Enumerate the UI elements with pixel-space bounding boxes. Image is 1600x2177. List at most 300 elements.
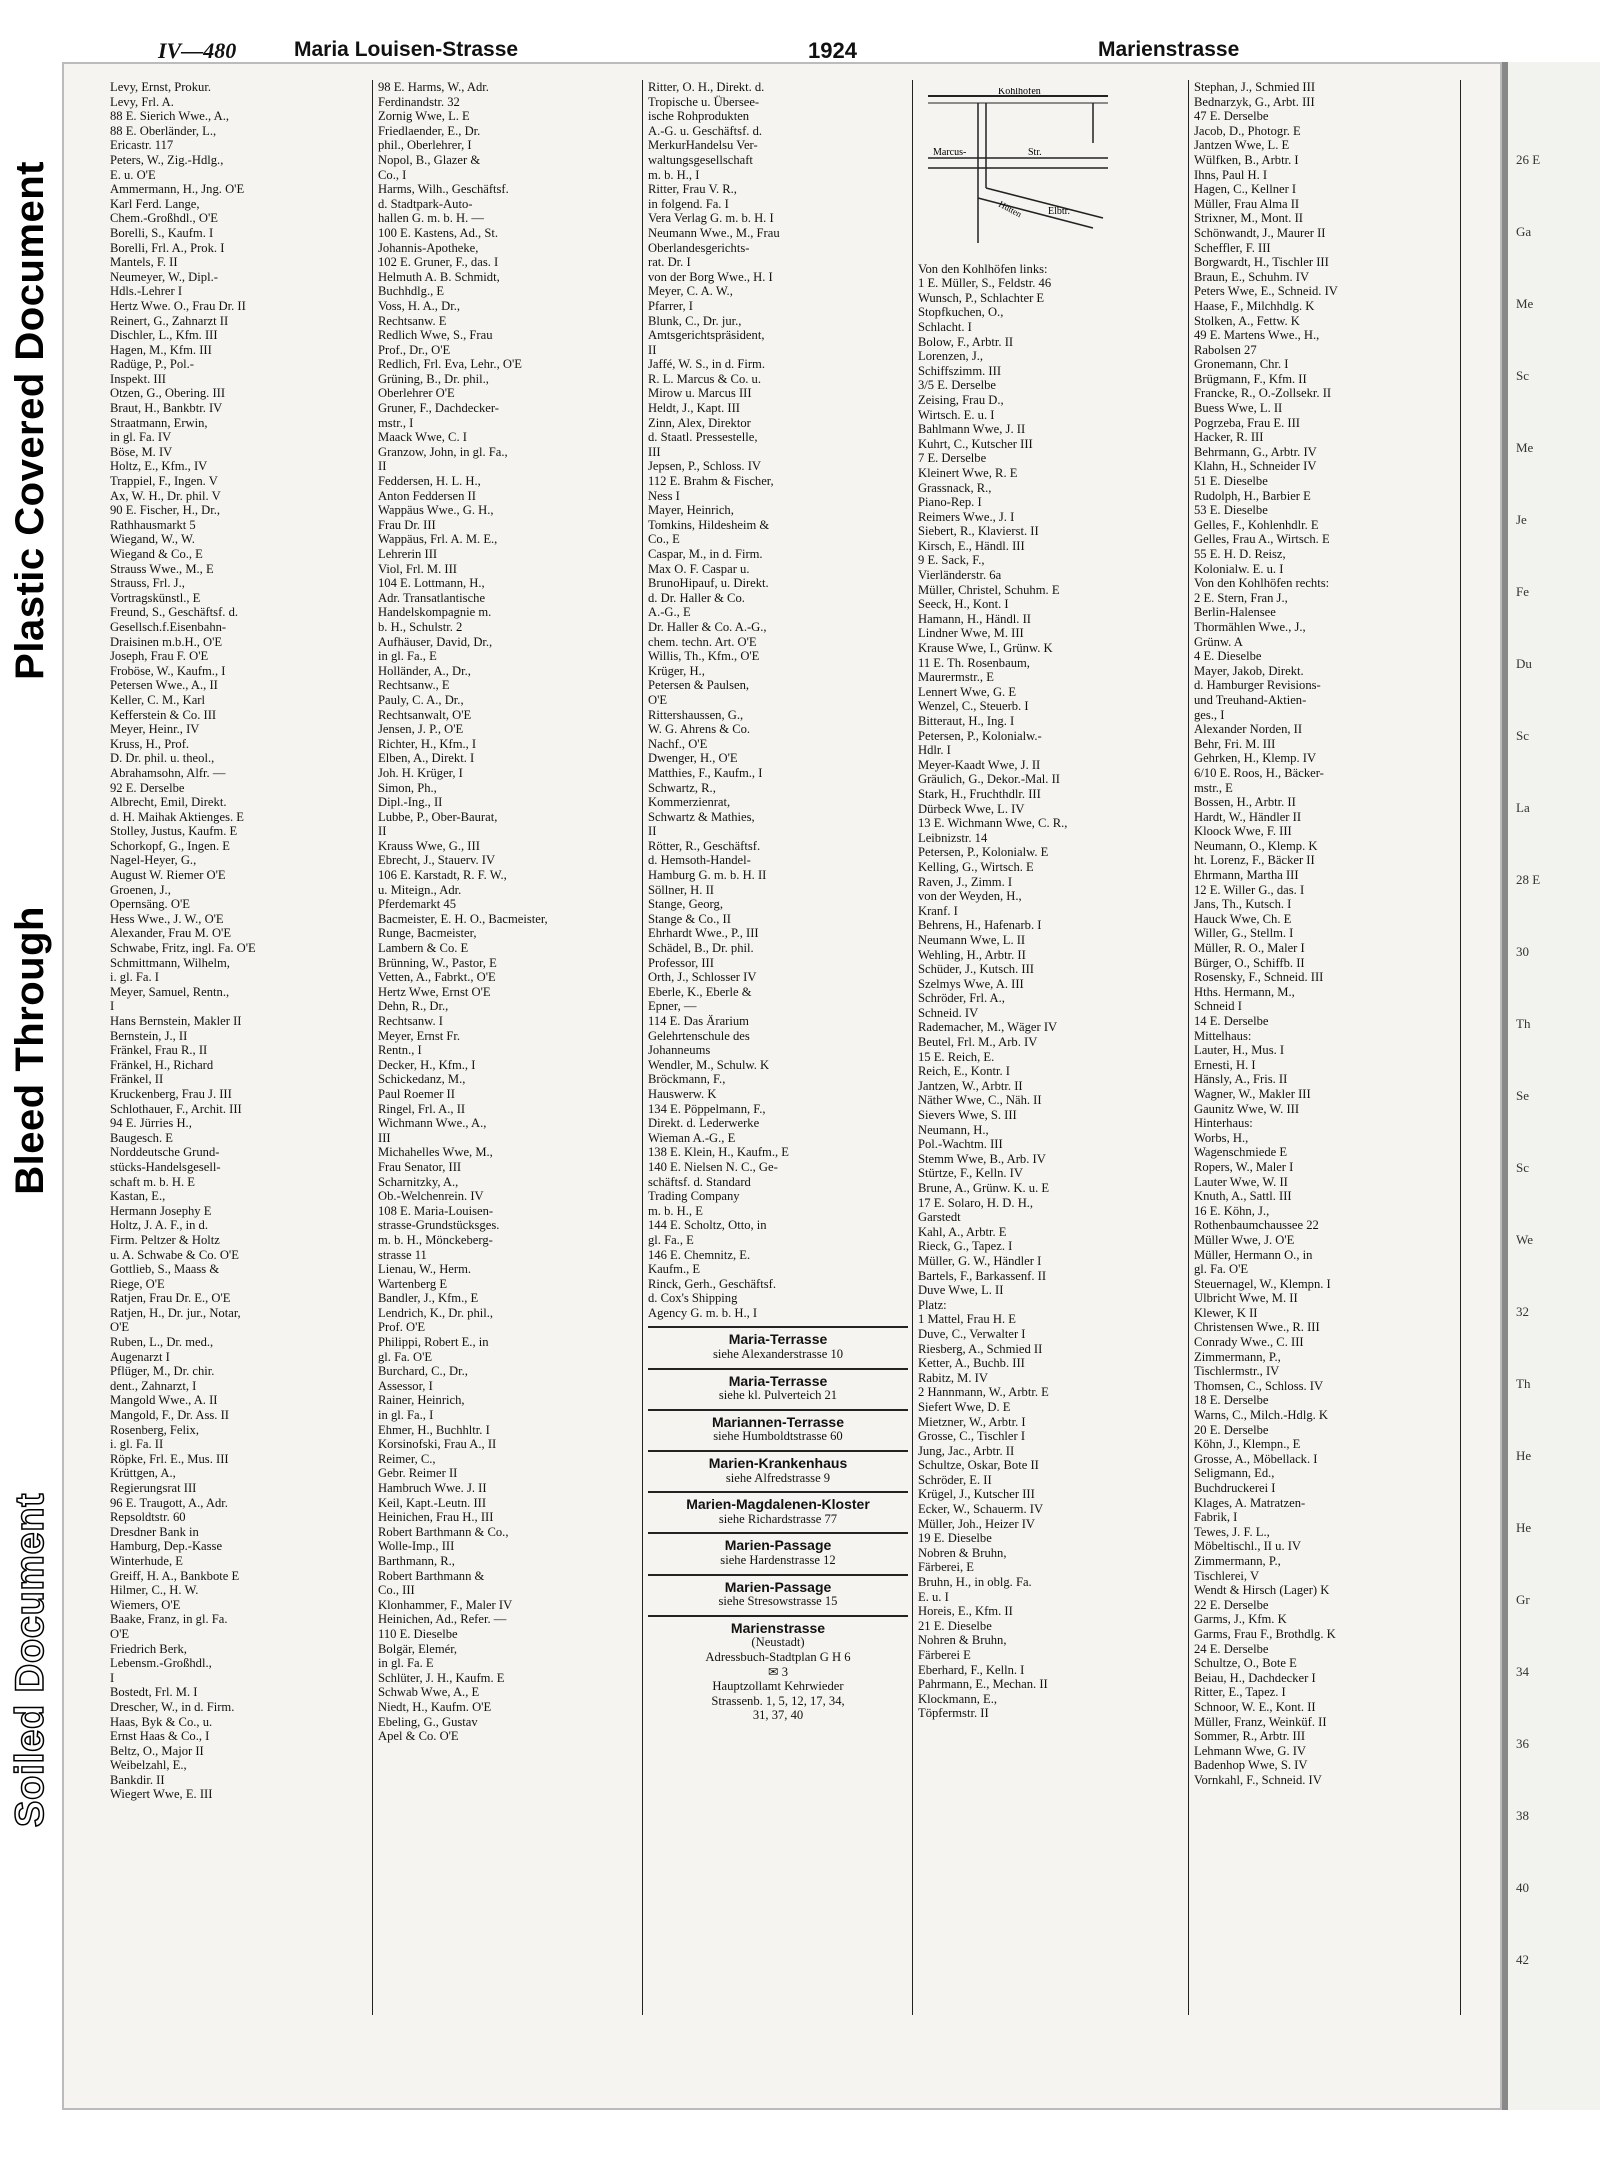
listing-line: Klahn, H., Schneider IV xyxy=(1194,459,1317,474)
listing-line: Pahrmann, E., Mechan. II xyxy=(918,1677,1048,1692)
listing-line: Müller, Frau Alma II xyxy=(1194,196,1300,211)
listing-line: Bitteraut, H., Ing. I xyxy=(918,714,1015,728)
listing-line: Maack Wwe, C. I xyxy=(378,430,467,445)
listing-line: Hamburg, Dep.-Kasse xyxy=(110,1539,223,1554)
listing-line: 96 E. Traugott, A., Adr. xyxy=(110,1495,228,1510)
listing-line: Eberhard, F., Kelln. I xyxy=(918,1662,1025,1677)
directory-column-2 xyxy=(378,80,636,2020)
listing-line: phil., Oberlehrer, I xyxy=(378,138,472,153)
listing-line: Holtz, E., Kfm., IV xyxy=(110,459,208,474)
listing-line: Schwab Wwe, A., E xyxy=(378,1685,480,1700)
listing-line: Granzow, John, in gl. Fa., xyxy=(378,444,508,459)
listing-line: Gronemann, Chr. I xyxy=(1194,357,1289,372)
listing-line: Ratjen, Frau Dr. E., O'E xyxy=(110,1291,231,1306)
listing-line: Holtz, J. A. F., in d. xyxy=(110,1218,209,1233)
listing-line: Prof. O'E xyxy=(378,1320,426,1335)
listing-line: Augenarzt I xyxy=(110,1349,170,1364)
cross-reference-title: Mariannen-Terrasse xyxy=(711,1413,844,1430)
map-label-str: Str. xyxy=(1028,147,1042,158)
listing-line: in gl. Fa., E xyxy=(378,649,437,664)
listing-line: Bürger, O., Schiffb. II xyxy=(1194,955,1305,970)
listing-line: 55 E. H. D. Reisz, xyxy=(1194,547,1286,561)
listing-line: Schlüter, J. H., Kaufm. E xyxy=(378,1670,505,1685)
listing-line: Buchhdlg., E xyxy=(378,284,445,299)
listing-line: Wendt & Hirsch (Lager) K xyxy=(1194,1583,1330,1598)
adjacent-page-fragment: Gr xyxy=(1516,1592,1530,1607)
listing-line: Meyer, Ernst Fr. xyxy=(378,1028,461,1043)
cross-reference-box xyxy=(648,1574,908,1609)
listing-line: Drescher, W., in d. Firm. xyxy=(110,1699,235,1714)
listing-line: Lauter Wwe, W. II xyxy=(1194,1174,1288,1189)
listing-line: Schröder, E. II xyxy=(918,1472,992,1487)
listing-line: Kruckenberg, Frau J. III xyxy=(110,1086,232,1101)
adjacent-page-fragment: Me xyxy=(1516,440,1534,455)
listing-line: Tischlermstr., IV xyxy=(1194,1364,1280,1379)
listing-line: Meyer, Heinr., IV xyxy=(110,722,200,737)
listing-line: Schädel, B., Dr. phil. xyxy=(648,941,754,956)
listing-line: Matthies, F., Kaufm., I xyxy=(648,765,763,780)
side-label-plastic-covered xyxy=(4,150,56,690)
listing-line: Heldt, J., Kapt. III xyxy=(648,401,740,416)
listing-line: Meyer, C. A. W., xyxy=(648,284,733,299)
listing-line: Tischlerei, V xyxy=(1194,1568,1260,1583)
listing-line: 102 E. Gruner, F., das. I xyxy=(378,255,499,270)
listing-line: Brügmann, F., Kfm. II xyxy=(1194,371,1307,386)
listing-line: Kaufm., E xyxy=(648,1262,701,1277)
cross-reference-box xyxy=(648,1326,908,1361)
listing-line: Schlacht. I xyxy=(918,319,972,334)
listing-line: Jantzen, W., Arbtr. II xyxy=(918,1078,1023,1093)
listing-line: Bacmeister, E. H. O., Bacmeister, xyxy=(378,911,548,926)
listing-line: Amtsgerichtspräsident, xyxy=(648,328,765,343)
listing-line: Froböse, W., Kaufm., I xyxy=(110,663,226,678)
listing-line: gl. Fa. O'E xyxy=(1194,1262,1249,1277)
listing-line: Ernst Haas & Co., I xyxy=(110,1729,210,1744)
listing-line: Paul Roemer II xyxy=(378,1086,455,1101)
listing-line: und Treuhand-Aktien- xyxy=(1194,692,1307,707)
listing-line: Johannis-Apotheke, xyxy=(378,240,479,255)
listing-line: Petersen, P., Kolonialw. E xyxy=(918,845,1049,860)
listing-line: Maurermstr., E xyxy=(918,670,994,685)
listing-line: 47 E. Derselbe xyxy=(1194,109,1269,124)
listing-line: 114 E. Das Ärarium xyxy=(648,1014,749,1028)
listing-line: Hilmer, C., H. W. xyxy=(110,1583,199,1598)
listing-line: Zimmermann, P., xyxy=(1194,1349,1281,1364)
listing-line: Ob.-Welchenrein. IV xyxy=(378,1189,484,1204)
listing-line: Zornig Wwe, L. E xyxy=(378,109,470,124)
page-number: IV—480 xyxy=(158,38,237,63)
listing-line: Voss, H. A., Dr., xyxy=(378,298,460,313)
listing-line: in gl. Fa., I xyxy=(378,1408,434,1423)
listing-line: Weibelzahl, E., xyxy=(110,1758,187,1773)
listing-line: 92 E. Derselbe xyxy=(110,780,185,795)
listing-line: 53 E. Dieselbe xyxy=(1194,503,1268,518)
listing-line: Müller, Hermann O., in xyxy=(1194,1247,1313,1262)
listing-line: Caspar, M., in d. Firm. xyxy=(648,547,763,561)
listing-line: Friedlaender, E., Dr. xyxy=(378,123,481,138)
listing-line: hallen G. m. b. H. — xyxy=(378,211,484,226)
cross-reference-title: Marien-Passage xyxy=(724,1537,832,1554)
listing-line: 106 E. Karstadt, R. F. W., xyxy=(378,868,507,883)
listing-line: Levy, Ernst, Prokur. xyxy=(110,80,211,94)
listing-line: Hänsly, A., Fris. II xyxy=(1194,1072,1288,1087)
listing-line: 90 E. Fischer, H., Dr., xyxy=(110,503,221,518)
listing-line: Haase, F., Milchhdlg. K xyxy=(1194,298,1315,313)
listing-line: Meyer, Samuel, Rentn., xyxy=(110,984,230,999)
listing-line: Riesberg, A., Schmied II xyxy=(918,1341,1043,1356)
adjacent-page-fragment: 32 xyxy=(1516,1304,1529,1319)
listing-line: Pfarrer, I xyxy=(648,298,693,313)
directory-column-1 xyxy=(110,80,368,2020)
listing-line: Feddersen, H. L. H., xyxy=(378,474,481,489)
listing-line: Bruhn, H., in oblg. Fa. xyxy=(918,1575,1032,1590)
listing-line: 1 E. Müller, S., Feldstr. 46 xyxy=(918,276,1052,291)
listing-line: Gräulich, G., Dekor.-Mal. II xyxy=(918,772,1060,787)
listing-line: Epner, — xyxy=(648,999,697,1014)
street-heading-line: 31, 37, 40 xyxy=(752,1708,804,1723)
listing-line: Mangold, F., Dr. Ass. II xyxy=(110,1408,229,1423)
listing-line: Jepsen, P., Schloss. IV xyxy=(648,459,761,474)
listing-line: Nachf., O'E xyxy=(648,736,708,751)
listing-line: Stolken, A., Fettw. K xyxy=(1194,313,1300,328)
listing-line: Peters, W., Zig.-Hdlg., xyxy=(110,152,224,167)
listing-line: Schorkopf, G., Ingen. E xyxy=(110,838,230,853)
listing-line: Strixner, M., Mont. II xyxy=(1194,211,1303,226)
listing-line: Krauss Wwe, G., III xyxy=(378,838,480,853)
listing-line: Schüder, J., Kutsch. III xyxy=(918,962,1034,977)
listing-line: Vetten, A., Fabrkt., O'E xyxy=(378,970,496,985)
listing-line: Korsinofski, Frau A., II xyxy=(378,1437,497,1452)
listing-line: Bröckmann, F., xyxy=(648,1072,726,1087)
listing-line: Rabitz, M. IV xyxy=(918,1370,988,1385)
listing-line: Kruss, H., Prof. xyxy=(110,736,190,751)
listing-line: Kastan, E., xyxy=(110,1189,166,1204)
listing-line: Harms, Wilh., Geschäftsf. xyxy=(378,182,509,197)
listing-line: Brune, A., Grünw. K. u. E xyxy=(918,1181,1050,1195)
listing-line: Abrahamsohn, Alfr. — xyxy=(110,765,226,780)
listing-line: Ratjen, H., Dr. jur., Notar, xyxy=(110,1305,241,1320)
listing-line: Ehrhardt Wwe., P., III xyxy=(648,926,759,941)
listing-line: Alexander Norden, II xyxy=(1194,722,1303,737)
listing-line: Assessor, I xyxy=(378,1378,433,1393)
listing-line: Fränkel, II xyxy=(110,1072,164,1087)
listing-line: Bolow, F., Arbtr. II xyxy=(918,334,1014,349)
cross-reference-title: Marien-Krankenhaus xyxy=(708,1455,848,1472)
listing-line: Garstedt xyxy=(918,1210,961,1225)
listing-line: Borelli, Frl. A., Prok. I xyxy=(110,240,225,255)
listing-line: Gebr. Reimer II xyxy=(378,1466,458,1481)
map-label-elbtr: Elbtr. xyxy=(1048,206,1070,217)
listing-line: I xyxy=(110,1670,115,1685)
listing-line: A.-G., E xyxy=(648,605,691,620)
listing-line: Wichmann Wwe., A., xyxy=(378,1116,487,1131)
listing-line: 98 E. Harms, W., Adr. xyxy=(378,80,489,94)
listing-line: Hess Wwe., J. W., O'E xyxy=(110,911,224,926)
listing-line: Scheffler, F. III xyxy=(1194,240,1271,255)
listing-line: Otzen, G., Obering. III xyxy=(110,386,226,401)
adjacent-page-fragment: Sc xyxy=(1516,1160,1529,1175)
listing-line: Siebert, R., Klavierst. II xyxy=(918,524,1039,539)
listing-line: Joseph, Frau F. O'E xyxy=(110,649,209,664)
listing-line: Jaffé, W. S., in d. Firm. xyxy=(648,357,765,372)
listing-line: Haas, Byk & Co., u. xyxy=(110,1714,213,1729)
listing-line: Hamburg G. m. b. H. II xyxy=(648,868,767,883)
adjacent-page-fragment: We xyxy=(1516,1232,1533,1247)
listing-line: Wunsch, P., Schlachter E xyxy=(918,290,1045,305)
listing-line: Francke, R., O.-Zollsekr. II xyxy=(1194,386,1332,401)
listing-line: Rothenbaumchaussee 22 xyxy=(1194,1218,1319,1233)
listing-line: Baugesch. E xyxy=(110,1130,173,1145)
listing-line: d. Hemsoth-Handel- xyxy=(648,853,751,868)
listing-line: Mietzner, W., Arbtr. I xyxy=(918,1414,1026,1429)
listing-line: O'E xyxy=(648,692,668,707)
listing-line: Heinichen, Ad., Refer. — xyxy=(378,1612,507,1627)
adjacent-page-fragment: 42 xyxy=(1516,1952,1529,1967)
listing-line: O'E xyxy=(110,1626,130,1641)
listing-line: Beltz, O., Major II xyxy=(110,1743,204,1758)
listing-line: d. Hamburger Revisions- xyxy=(1194,678,1321,693)
cross-reference-target: siehe Richardstrasse 77 xyxy=(718,1511,838,1526)
listing-line: Raven, J., Zimm. I xyxy=(918,874,1013,889)
listing-line: Kirsch, E., Händl. III xyxy=(918,538,1025,553)
listing-line: Schickedanz, M., xyxy=(378,1072,466,1087)
listing-line: Gelles, Frau A., Wirtsch. E xyxy=(1194,532,1330,547)
listing-line: Kelling, G., Wirtsch. E xyxy=(918,859,1034,874)
listing-line: 2 Hannmann, W., Arbtr. E xyxy=(918,1385,1049,1400)
listing-line: Stange & Co., II xyxy=(648,911,731,926)
listing-line: Grosse, C., Tischler I xyxy=(918,1429,1026,1444)
listing-line: Ecker, W., Schauerm. IV xyxy=(918,1502,1044,1517)
listing-line: Gelles, F., Kohlenhdlr. E xyxy=(1194,517,1319,532)
listing-line: d. Cox's Shipping xyxy=(648,1291,738,1306)
listing-line: Dwenger, H., O'E xyxy=(648,751,738,766)
listing-line: August W. Riemer O'E xyxy=(110,868,226,883)
listing-line: Barthmann, R., xyxy=(378,1553,455,1568)
listing-line: Blunk, C., Dr. jur., xyxy=(648,313,742,328)
listing-line: Dürbeck Wwe, L. IV xyxy=(918,801,1025,816)
listing-line: Runge, Bacmeister, xyxy=(378,926,477,941)
listing-line: Gaunitz Wwe, W. III xyxy=(1194,1101,1300,1116)
listing-line: Hagen, C., Kellner I xyxy=(1194,182,1297,197)
listing-line: Wirtsch. E. u. I xyxy=(918,407,995,422)
listing-line: Strauss Wwe., M., E xyxy=(110,561,214,576)
listing-line: Apel & Co. O'E xyxy=(378,1729,459,1744)
listing-line: Kuhrt, C., Kutscher III xyxy=(918,436,1033,451)
listing-line: Kommerzienrat, xyxy=(648,795,731,810)
listing-line: Frau Senator, III xyxy=(378,1159,462,1174)
listing-line: Elben, A., Direkt. I xyxy=(378,751,475,766)
listing-line: Nopol, B., Glazer & xyxy=(378,152,481,167)
listing-line: Zinn, Alex, Direktor xyxy=(648,415,751,430)
listing-line: 11 E. Th. Rosenbaum, xyxy=(918,655,1030,670)
listing-line: Max O. F. Caspar u. xyxy=(648,561,750,576)
side-label-text: Bleed Through xyxy=(7,905,52,1195)
listing-line: III xyxy=(648,444,661,459)
listing-line: Wolle-Imp., III xyxy=(378,1539,455,1554)
listing-line: Straatmann, Erwin, xyxy=(110,415,208,430)
cross-reference-target: siehe Humboldtstrasse 60 xyxy=(713,1429,843,1444)
listing-line: II xyxy=(648,342,657,357)
listing-line: Sievers Wwe, S. III xyxy=(918,1108,1017,1123)
listing-line: Schwartz, R., xyxy=(648,780,716,795)
cross-reference-box xyxy=(648,1409,908,1444)
listing-line: Gruner, F., Dachdecker- xyxy=(378,401,499,416)
listing-line: Rainer, Heinrich, xyxy=(378,1393,465,1408)
listing-line: Wappäus, Frl. A. M. E., xyxy=(378,532,498,547)
listing-line: Hermann Josephy E xyxy=(110,1203,212,1218)
listing-line: Ammermann, H., Jng. O'E xyxy=(110,182,245,197)
listing-line: 6/10 E. Roos, H., Bäcker- xyxy=(1194,765,1324,780)
listing-line: u. A. Schwabe & Co. O'E xyxy=(110,1247,239,1262)
listing-line: in folgend. Fa. I xyxy=(648,196,729,211)
listing-line: Krause Wwe, I., Grünw. K xyxy=(918,641,1053,656)
listing-line: Reimers Wwe., J. I xyxy=(918,509,1015,524)
listing-line: Buess Wwe, L. II xyxy=(1194,401,1283,416)
listing-line: Bandler, J., Kfm., E xyxy=(378,1291,479,1306)
listing-line: Rademacher, M., Wäger IV xyxy=(918,1020,1058,1035)
listing-line: Klages, A. Matratzen- xyxy=(1194,1495,1306,1510)
listing-line: Bossen, H., Arbtr. II xyxy=(1194,795,1296,810)
adjacent-page-fragment: 26 E xyxy=(1516,152,1541,167)
listing-line: Klonhammer, F., Maler IV xyxy=(378,1597,513,1612)
listing-line: Burchard, C., Dr., xyxy=(378,1364,468,1379)
listing-line: Willer, G., Stellm. I xyxy=(1194,926,1294,941)
listing-line: Krüger, H., xyxy=(648,663,705,678)
map-label-kohlhoefen: Kohlhöfen xyxy=(998,88,1041,97)
street-heading-line: Hauptzollamt Kehrwieder xyxy=(712,1679,844,1694)
listing-line: Rentn., I xyxy=(378,1043,422,1058)
listing-line: Szelmys Wwe, A. III xyxy=(918,976,1024,991)
listing-line: Schlothauer, F., Archit. III xyxy=(110,1101,242,1116)
cross-reference-target: siehe Alfredstrasse 9 xyxy=(725,1470,831,1485)
listing-line: Helmuth A. B. Schmidt, xyxy=(378,269,500,284)
listing-line: Oberlehrer O'E xyxy=(378,386,455,401)
listing-line: Reinert, G., Zahnarzt II xyxy=(110,313,229,328)
listing-line: Heinichen, Frau H., III xyxy=(378,1510,494,1525)
listing-line: Borelli, S., Kaufm. I xyxy=(110,225,214,240)
listing-line: 138 E. Klein, H., Kaufm., E xyxy=(648,1145,789,1160)
listing-line: Jantzen Wwe, L. E xyxy=(1194,138,1290,153)
listing-line: Rieck, G., Tapez. I xyxy=(918,1239,1013,1254)
listing-line: Simon, Ph., xyxy=(378,780,437,795)
listing-line: 88 E. Sierich Wwe., A., xyxy=(110,109,230,124)
listing-line: Stopfkuchen, O., xyxy=(918,305,1004,320)
listing-line: schaft m. b. H. E xyxy=(110,1174,195,1189)
listing-line: Direkt. d. Lederwerke xyxy=(648,1116,760,1131)
listing-line: 16 E. Köhn, J., xyxy=(1194,1203,1270,1218)
listing-line: Conrady Wwe., C. III xyxy=(1194,1335,1304,1350)
listing-line: Vierländerstr. 6a xyxy=(918,568,1002,583)
listing-line: Lehmann Wwe, G. IV xyxy=(1194,1743,1307,1758)
listing-line: Ropers, W., Maler I xyxy=(1194,1159,1294,1174)
listing-line: Repsoldtstr. 60 xyxy=(110,1510,186,1525)
listing-line: Thormählen Wwe., J., xyxy=(1194,619,1306,634)
listing-line: Christensen Wwe., R. III xyxy=(1194,1320,1320,1335)
listing-line: Hdls.-Lehrer I xyxy=(110,284,183,299)
adjacent-page-fragment: Fe xyxy=(1516,584,1529,599)
listing-line: mstr., E xyxy=(1194,780,1233,795)
listing-line: Orth, J., Schlosser IV xyxy=(648,970,757,985)
side-label-text: Plastic Covered Document xyxy=(7,160,52,680)
listing-line: Schultze, O., Bote E xyxy=(1194,1656,1297,1671)
listing-line: Siefert Wwe, D. E xyxy=(918,1399,1011,1414)
street-heading-line: Adressbuch-Stadtplan G H 6 xyxy=(705,1649,851,1664)
listing-line: 12 E. Willer G., das. I xyxy=(1194,882,1305,897)
listing-line: Müller, Franz, Weinküf. II xyxy=(1194,1714,1327,1729)
listing-line: Hdlr. I xyxy=(918,743,951,758)
listing-line: Worbs, H., xyxy=(1194,1130,1249,1145)
column-divider xyxy=(912,80,913,2015)
listing-line: Philippi, Robert E., in xyxy=(378,1335,489,1350)
listing-line: Neumann, O., Klemp. K xyxy=(1194,838,1318,853)
adjacent-page-fragment: Sc xyxy=(1516,368,1529,383)
street-heading-line: (Neustadt) xyxy=(751,1635,805,1650)
listing-line: Tewes, J. F. L., xyxy=(1194,1524,1270,1539)
listing-line: 7 E. Derselbe xyxy=(918,451,987,466)
listing-line: Fränkel, H., Richard xyxy=(110,1057,214,1072)
cross-reference-box xyxy=(648,1450,908,1485)
listing-line: Pol.-Wachtm. III xyxy=(918,1137,1003,1152)
listing-line: 17 E. Solaro, H. D. H., xyxy=(918,1195,1034,1210)
listing-line: Hertz Wwe, Ernst O'E xyxy=(378,984,491,999)
listing-line: Mantels, F. II xyxy=(110,255,178,270)
listing-line: Schultze, Oskar, Bote II xyxy=(918,1458,1039,1473)
listing-line: m. b. H., E xyxy=(648,1203,703,1218)
adjacent-page-fragment: 28 E xyxy=(1516,872,1541,887)
listing-line: Röpke, Frl. E., Mus. III xyxy=(110,1451,229,1466)
adjacent-page-fragment: He xyxy=(1516,1448,1532,1463)
listing-line: Wiegand, W., W. xyxy=(110,532,195,547)
listing-line: Klewer, K II xyxy=(1194,1305,1258,1320)
listing-line: 22 E. Derselbe xyxy=(1194,1597,1269,1612)
cross-reference-title: Marien-Magdalenen-Kloster xyxy=(686,1496,870,1513)
listing-line: A.-G. u. Geschäftsf. d. xyxy=(648,123,763,138)
listing-line: Rechtsanw. E xyxy=(378,313,447,328)
listing-line: Garms, Frau F., Brothdlg. K xyxy=(1194,1626,1336,1641)
listing-line: Platz: xyxy=(918,1297,947,1312)
listing-line: Buchdruckerei I xyxy=(1194,1481,1276,1495)
listing-line: Schiffszimm. III xyxy=(918,363,1002,378)
listing-line: Seligmann, Ed., xyxy=(1194,1466,1275,1481)
listing-line: Garms, J., Kfm. K xyxy=(1194,1612,1287,1627)
listing-line: Hinterhaus: xyxy=(1194,1116,1253,1131)
listing-line: Zimmermann, P., xyxy=(1194,1553,1281,1568)
kohlhoefen-links-listing xyxy=(918,262,1186,1721)
listing-line: Näther Wwe, C., Näh. II xyxy=(918,1093,1042,1108)
listing-line: Sommer, R., Arbtr. III xyxy=(1194,1729,1306,1744)
street-right-title: Marienstrasse xyxy=(1098,38,1240,61)
listing-line: Lambern & Co. E xyxy=(378,941,469,956)
listing-line: Ebeling, G., Gustav xyxy=(378,1714,478,1729)
listing-line: ische Rohprodukten xyxy=(648,109,750,124)
listing-line: 108 E. Maria-Louisen- xyxy=(378,1203,494,1218)
adjacent-page-fragment: Ga xyxy=(1516,224,1532,239)
listing-line: MerkurHandelsu Ver- xyxy=(648,138,758,153)
listing-line: Steuernagel, W., Klempn. I xyxy=(1194,1276,1331,1291)
listing-line: Krüttgen, A., xyxy=(110,1466,176,1481)
listing-line: d. H. Maihak Aktienges. E xyxy=(110,809,244,824)
adjacent-page-fragment: Je xyxy=(1516,512,1527,527)
listing-line: Rathhausmarkt 5 xyxy=(110,517,196,532)
listing-line: Gehrken, H., Klemp. IV xyxy=(1194,751,1317,766)
listing-line: R. L. Marcus & Co. u. xyxy=(648,371,761,386)
listing-line: Behr, Fri. M. III xyxy=(1194,736,1276,751)
cross-reference-target: siehe Hardenstrasse 12 xyxy=(720,1553,836,1567)
adjacent-page-fragment: Du xyxy=(1516,656,1532,671)
cross-reference-box xyxy=(648,1491,908,1526)
listing-line: Fränkel, Frau R., II xyxy=(110,1043,208,1058)
column-divider xyxy=(1188,80,1189,2015)
